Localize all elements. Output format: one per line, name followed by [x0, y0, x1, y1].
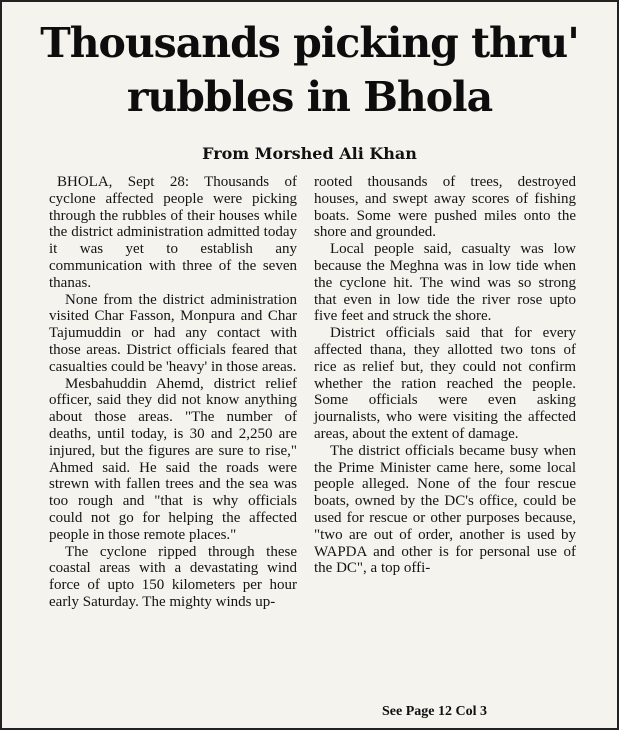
headline [2, 16, 617, 124]
right-column [314, 174, 576, 577]
paragraph: District officials said that for every affected thana, they allotted two tons of rice as relief but, they could not confirm whether the ration reached the people. Some officials were even asking journalists, who were visiting the affected areas, about the extent of damage. [314, 325, 576, 442]
paragraph: rooted thousands of trees, destroyed houses, and swept away scores of fishing boats. Some were pushed miles onto the shore and grounded. [314, 174, 576, 241]
left-column [49, 174, 297, 611]
continuation-reference: See Page 12 Col 3 [382, 704, 487, 719]
paragraph: Mesbahuddin Ahemd, district relief officer, said they did not know anything about those areas. "The number of deaths, until today, is 30 and 2,250 are injured, but the figures are sure to rise," Ahmed said. He said the roads were strewn with fallen trees and the sea was too rough and "that is why officials could not go for helping the affected people in those remote places." [49, 375, 297, 543]
paragraph: The cyclone ripped through these coastal areas with a devastating wind force of upto 150 kilometers per hour early Saturday. The mighty winds up- [49, 543, 297, 610]
paragraph: None from the district administration visited Char Fasson, Monpura and Char Tajumuddin or had any contact with those areas. District officials feared that casualties could be 'heavy' in those areas. [49, 291, 297, 375]
headline-line-1: Thousands picking thru' [40, 19, 579, 67]
paragraph: BHOLA, Sept 28: Thousands of cyclone affected people were picking through the rubbles of their houses while the district administration admitted today it was yet to establish any communication with three of the seven thanas. [49, 174, 297, 291]
byline: From Morshed Ali Khan [202, 144, 417, 163]
headline-line-2: rubbles in Bhola [126, 73, 493, 121]
paragraph: Local people said, casualty was low because the Meghna was in low tide when the cyclone hit. The wind was so strong that even in low tide the river rose upto five feet and struck the shore. [314, 241, 576, 325]
paragraph: The district officials became busy when the Prime Minister came here, some local people alleged. None of the four rescue boats, owned by the DC's office, could be used for rescue or other purposes because, "two are out of order, another is used by WAPDA and other is for personal use of the DC", a top offi- [314, 442, 576, 577]
